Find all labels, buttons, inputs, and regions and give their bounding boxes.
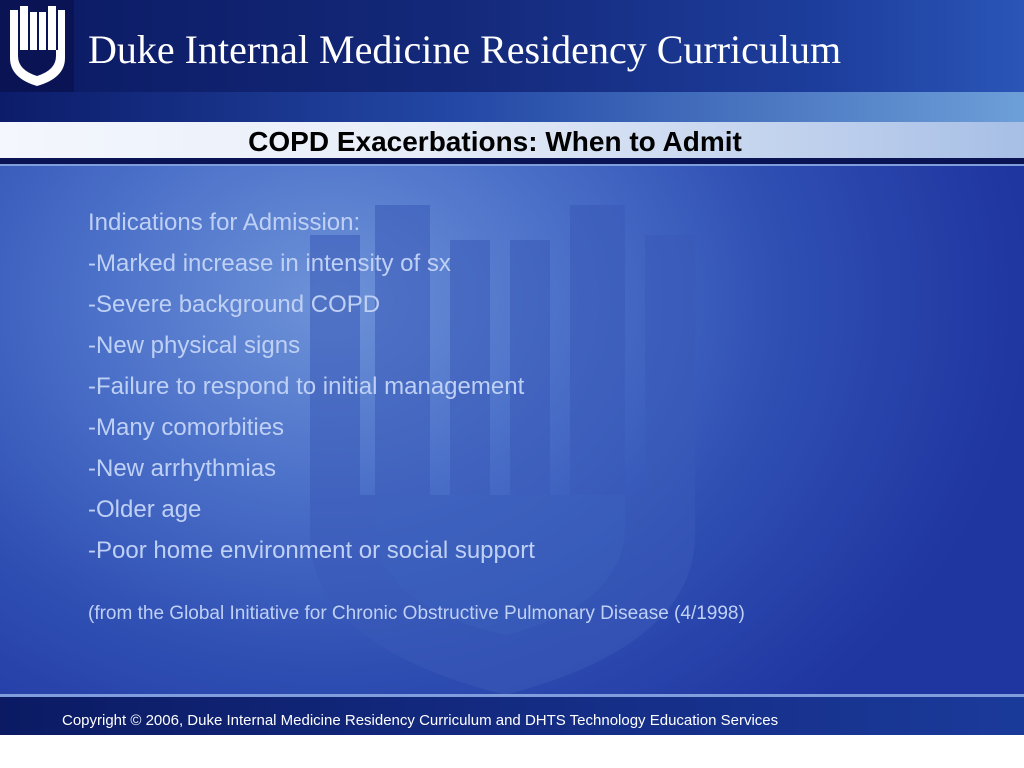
copyright-text: Copyright © 2006, Duke Internal Medicine Residency Curriculum and DHTS Technology Education Services: [62, 712, 779, 729]
list-item: -New arrhythmias: [88, 455, 277, 482]
source-note: (from the Global Initiative for Chronic Obstructive Pulmonary Disease (4/1998): [88, 603, 745, 624]
accent-band: [0, 92, 1024, 122]
footer-bar: [0, 694, 1024, 735]
slide-title: COPD Exacerbations: When to Admit: [248, 126, 742, 157]
list-item: -New physical signs: [88, 332, 301, 359]
list-item: -Many comorbities: [88, 414, 285, 441]
indications-list: [88, 202, 908, 571]
list-item: -Older age: [88, 496, 202, 523]
header-bar: [0, 0, 1024, 92]
title-rule-highlight: [0, 164, 1024, 166]
list-item: -Failure to respond to initial management: [88, 373, 525, 400]
list-item: -Severe background COPD: [88, 291, 381, 318]
header-title: Duke Internal Medicine Residency Curriculum: [88, 27, 842, 72]
list-item: -Marked increase in intensity of sx: [88, 250, 451, 277]
list-heading: Indications for Admission:: [88, 209, 361, 236]
duke-shield-logo-icon: [8, 6, 66, 86]
logo-box: [0, 0, 74, 92]
list-item: -Poor home environment or social support: [88, 537, 535, 564]
